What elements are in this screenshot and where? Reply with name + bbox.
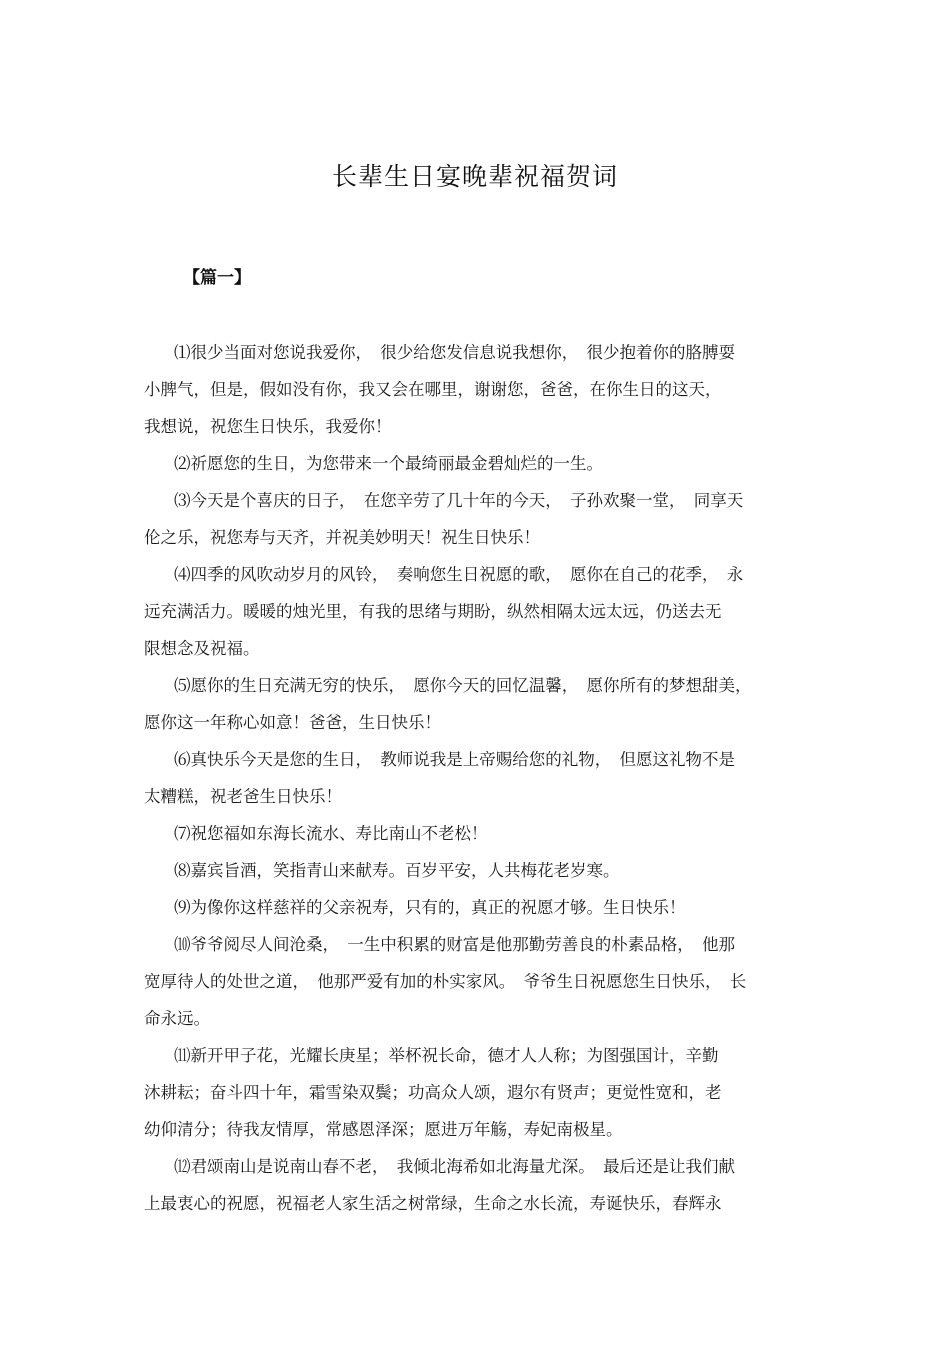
text-line: ⑿君颂南山是说南山春不老， 我倾北海希如北海量尤深。 最后还是让我们献	[174, 1157, 735, 1176]
text-line: 伦之乐，祝您寿与天齐，并祝美妙明天！祝生日快乐！	[144, 528, 540, 547]
text-line: 限想念及祝福。	[144, 639, 260, 658]
text-line: 宽厚待人的处世之道， 他那严爱有加的朴实家风。 爷爷生日祝愿您生日快乐， 长	[144, 972, 747, 991]
text-line: ⑴很少当面对您说我爱你， 很少给您发信息说我想你， 很少抱着你的胳膊耍	[174, 343, 735, 362]
text-line: ⑶今天是个喜庆的日子， 在您辛劳了几十年的今天， 子孙欢聚一堂， 同享天	[174, 491, 744, 510]
section-heading: 【篇一】	[183, 268, 251, 288]
text-line: 我想说，祝您生日快乐，我爱你！	[144, 417, 392, 436]
text-line: ⑾新开甲子花，光耀长庚星；举杯祝长命，德才人人称；为图强国计，辛勤	[174, 1046, 719, 1065]
text-line: 上最衷心的祝愿，祝福老人家生活之树常绿，生命之水长流，寿诞快乐，春辉永	[144, 1194, 722, 1213]
text-line: 远充满活力。暖暖的烛光里，有我的思绪与期盼，纵然相隔太远太远，仍送去无	[144, 602, 722, 621]
text-line: 幼仰清分；待我友情厚，常感恩泽深；愿进万年觞，寿妃南极星。	[144, 1120, 623, 1139]
text-line: ⑷四季的风吹动岁月的风铃， 奏响您生日祝愿的歌， 愿你在自己的花季， 永	[174, 565, 744, 584]
text-line: ⑼为像你这样慈祥的父亲祝寿，只有的，真正的祝愿才够。生日快乐！	[174, 898, 686, 917]
text-line: ⑻嘉宾旨酒，笑指青山来献寿。百岁平安，人共梅花老岁寒。	[174, 861, 620, 880]
text-line: 小脾气，但是，假如没有你，我又会在哪里，谢谢您，爸爸，在你生日的这天，	[144, 380, 722, 399]
document-body	[144, 334, 814, 1222]
text-line: 沐耕耘；奋斗四十年，霜雪染双鬓；功高众人颂，遐尔有贤声；更觉性宽和，老	[144, 1083, 722, 1102]
text-line: 愿你这一年称心如意！爸爸，生日快乐！	[144, 713, 441, 732]
text-line: ⑵祈愿您的生日，为您带来一个最绮丽最金碧灿烂的一生。	[174, 454, 603, 473]
text-line: ⑹真快乐今天是您的生日， 教师说我是上帝赐给您的礼物， 但愿这礼物不是	[174, 750, 735, 769]
text-line: 太糟糕，祝老爸生日快乐！	[144, 787, 342, 806]
text-line: ⑽爷爷阅尽人间沧桑， 一生中积累的财富是他那勤劳善良的朴素品格， 他那	[174, 935, 735, 954]
document-title: 长辈生日宴晚辈祝福贺词	[331, 162, 618, 191]
text-line: ⑸愿你的生日充满无穷的快乐， 愿你今天的回忆温馨， 愿你所有的梦想甜美，	[174, 676, 752, 695]
text-line: 命永远。	[144, 1009, 210, 1028]
text-line: ⑺祝您福如东海长流水、寿比南山不老松！	[174, 824, 488, 843]
